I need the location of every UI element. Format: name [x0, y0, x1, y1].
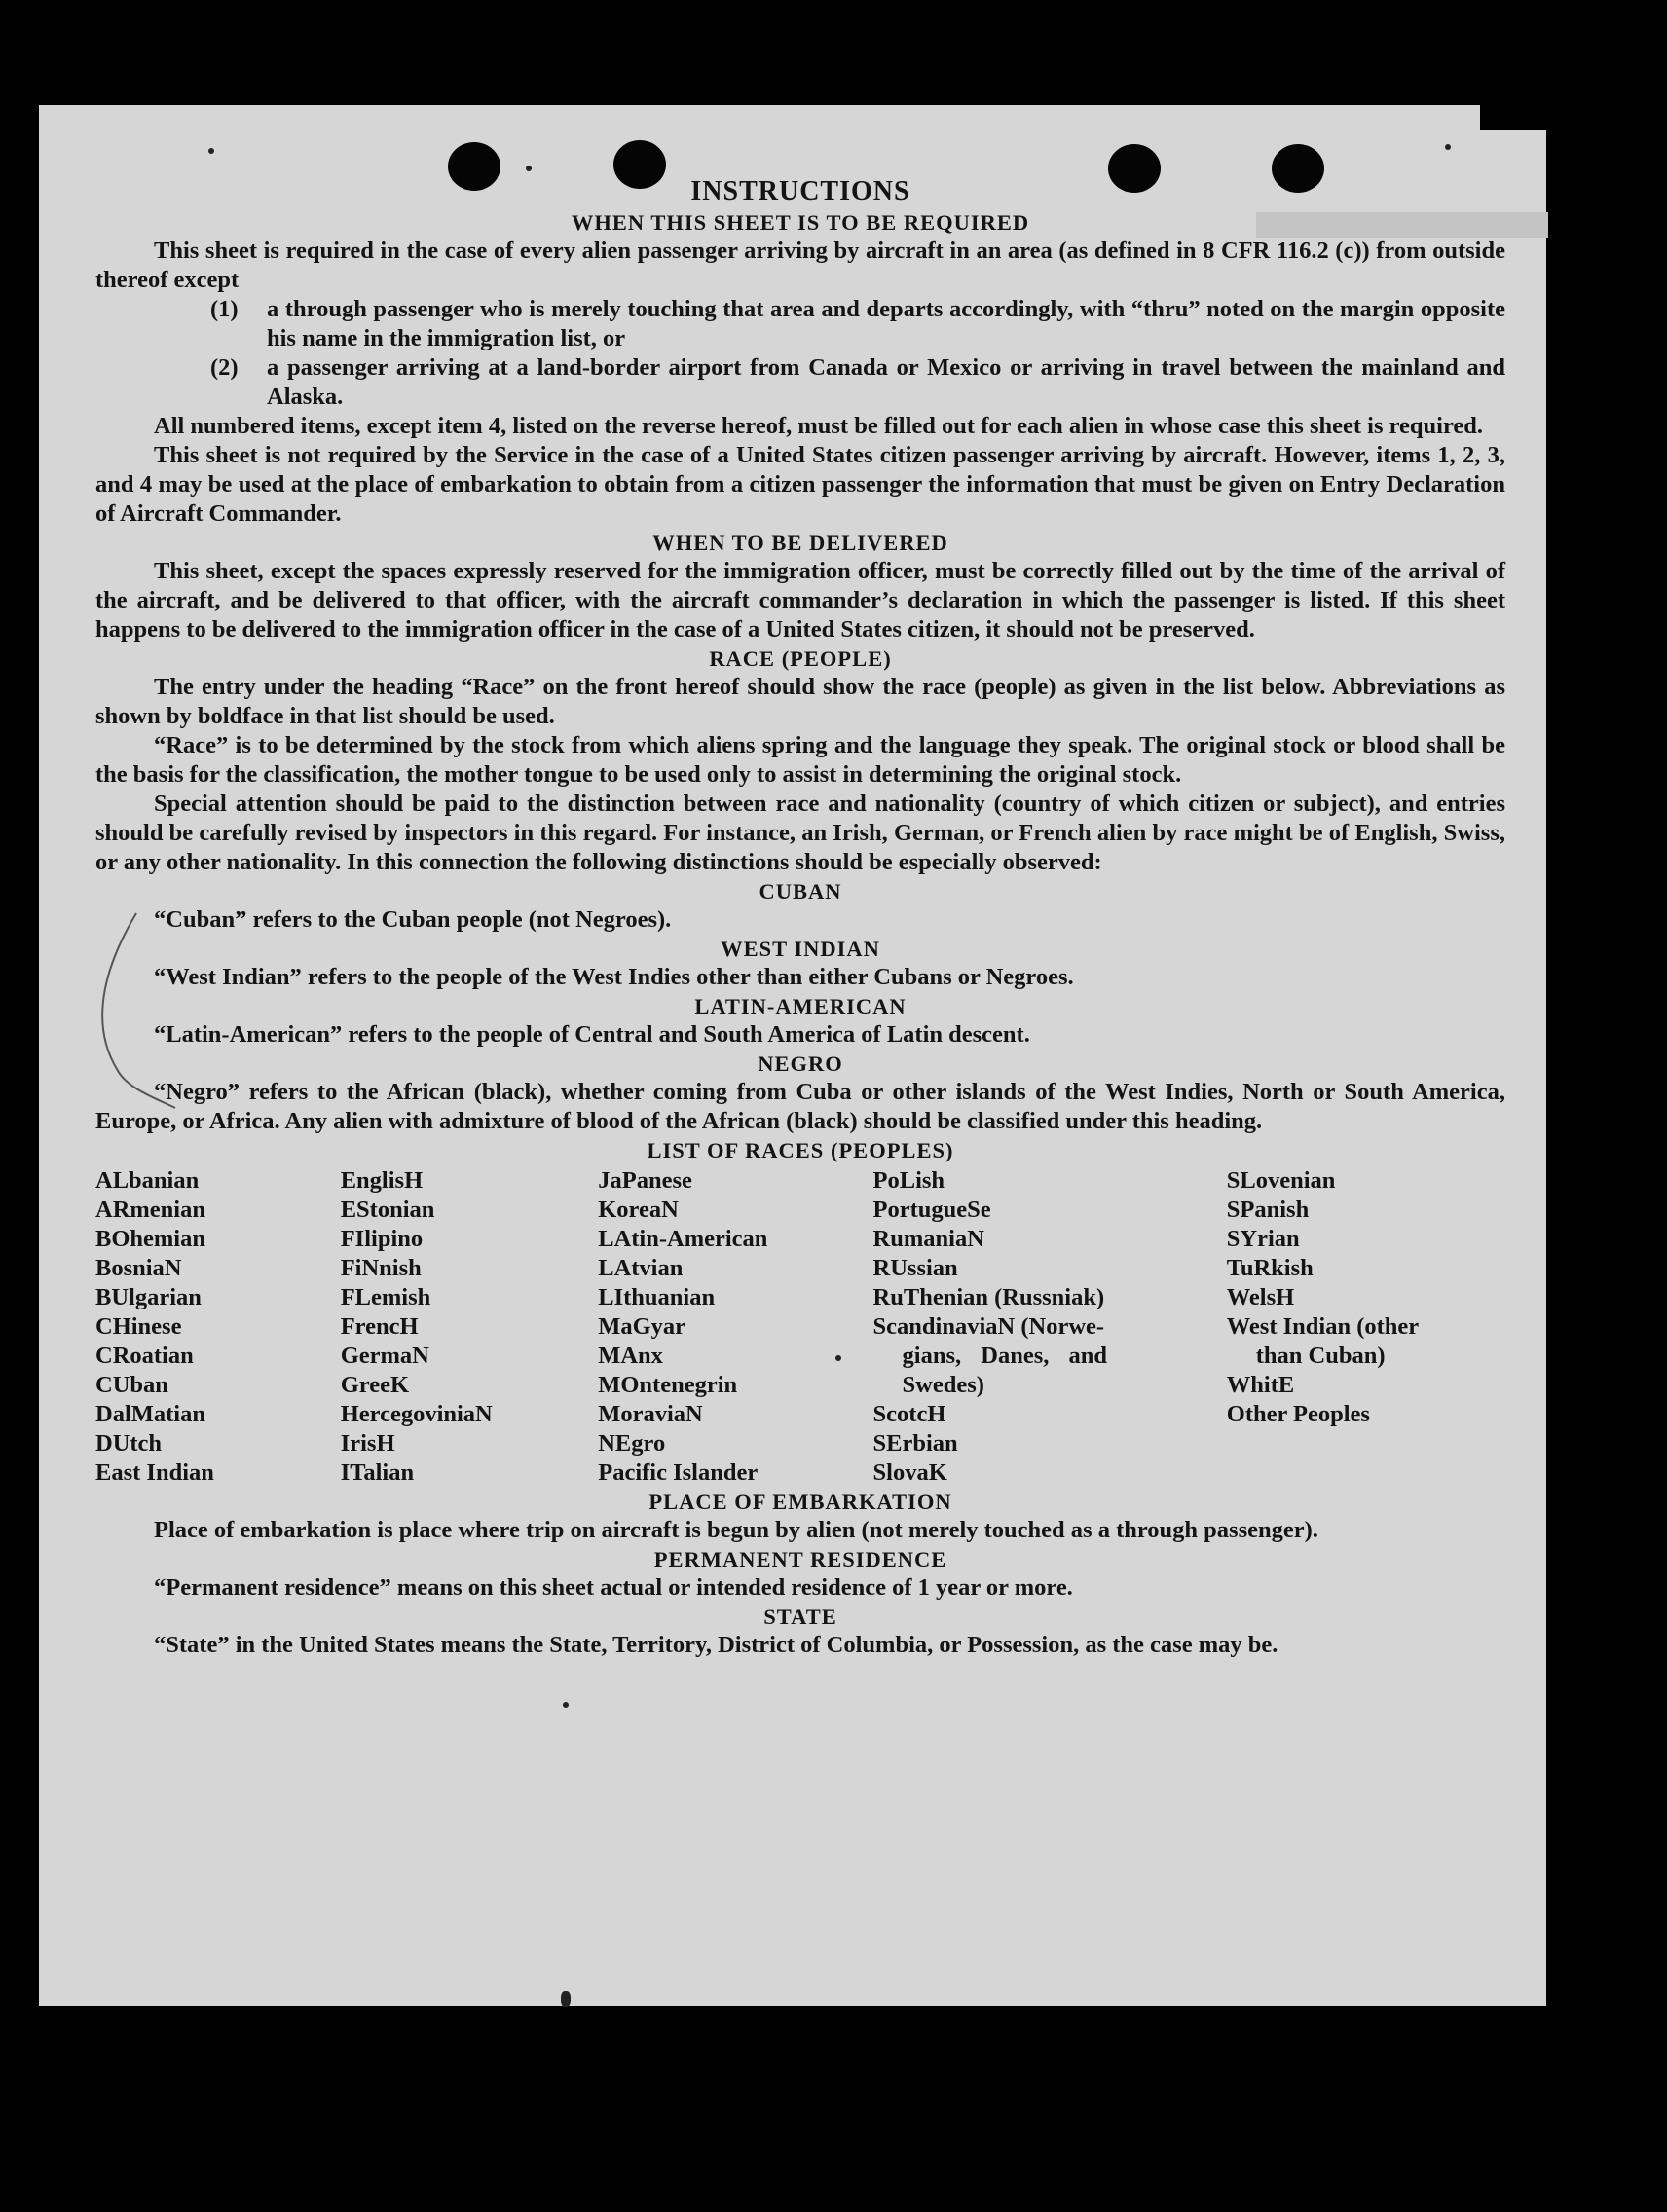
- race-entry: MOntenegrin: [598, 1372, 738, 1398]
- race-entry: KoreaN: [598, 1197, 679, 1223]
- speck-mark: [563, 1702, 569, 1708]
- list-of-races-heading: LIST OF RACES (PEOPLES): [647, 1138, 954, 1162]
- race-column-2: [341, 1166, 599, 1488]
- race-entry-continuation: gians, Danes, and: [902, 1343, 1107, 1369]
- race-entry: WelsH: [1226, 1284, 1295, 1310]
- race-entry: SPanish: [1226, 1197, 1310, 1223]
- west-indian-heading: WEST INDIAN: [721, 937, 880, 961]
- cuban-heading: CUBAN: [759, 879, 842, 903]
- race-entry: MAnx: [598, 1343, 663, 1369]
- race-entry: West Indian (other: [1226, 1313, 1420, 1340]
- race-entry: ALbanian: [95, 1167, 200, 1194]
- speck-mark: [208, 148, 214, 154]
- race-entry: East Indian: [95, 1459, 214, 1486]
- numbered-items-paragraph: All numbered items, except item 4, listed on the reverse hereof, must be filled out for each alien in whose case this sheet is required.: [154, 413, 1484, 439]
- latin-american-heading: LATIN-AMERICAN: [694, 994, 907, 1018]
- instructions-title: INSTRUCTIONS: [690, 176, 910, 206]
- race-entry: EStonian: [340, 1197, 435, 1223]
- exception-item: [210, 295, 1505, 353]
- exception-number: (2): [210, 354, 239, 381]
- race-column-3: [598, 1166, 872, 1488]
- race-entry: DUtch: [95, 1430, 163, 1456]
- race-entry: CRoatian: [95, 1343, 194, 1369]
- race-entry-continuation: Swedes): [902, 1372, 984, 1398]
- state-heading: STATE: [763, 1604, 837, 1629]
- residence-text: “Permanent residence” means on this sheet actual or intended residence of 1 year or more.: [154, 1574, 1073, 1601]
- race-entry: ARmenian: [95, 1197, 205, 1223]
- exception-text: a through passenger who is merely touching that area and departs accordingly, with “thru” noted on the margin opposite his name in the immigration list, or: [267, 296, 1505, 351]
- race-entry: SLovenian: [1226, 1167, 1336, 1194]
- race-heading: RACE (PEOPLE): [709, 646, 892, 671]
- latin-american-text: “Latin-American” refers to the people of Central and South America of Latin descent.: [154, 1021, 1030, 1048]
- race-entry: FrencH: [340, 1313, 419, 1340]
- race-entry: FLemish: [340, 1284, 431, 1310]
- race-entry: BUlgarian: [95, 1284, 202, 1310]
- document-sheet: [39, 105, 1546, 2006]
- race-entry: CHinese: [95, 1313, 182, 1340]
- speck-mark: [561, 1991, 571, 2007]
- race-entry: RuThenian (Russniak): [872, 1284, 1105, 1310]
- state-text: “State” in the United States means the State, Territory, District of Columbia, or Possession, as the case may be.: [154, 1632, 1278, 1658]
- race-column-1: [95, 1166, 341, 1488]
- exception-text: a passenger arriving at a land-border airport from Canada or Mexico or arriving in travel between the mainland and Alaska.: [267, 354, 1505, 410]
- race-paragraph-3: Special attention should be paid to the distinction between race and nationality (country of which citizen or subject), and entries should be carefully revised by inspectors in this regard. For instance, an Irish, German, or French alien by race might be of English, Swiss, or any other nationality. In this connection the following distinctions should be especially observed:: [95, 791, 1505, 875]
- race-entry: EnglisH: [340, 1167, 424, 1194]
- race-paragraph-2: “Race” is to be determined by the stock from which aliens spring and the language they speak. The original stock or blood shall be the basis for the classification, the mother tongue to be used only to assist in determining the original stock.: [95, 732, 1505, 788]
- race-entry: LAtvian: [598, 1255, 684, 1281]
- race-entry: MoraviaN: [598, 1401, 703, 1427]
- race-column-5: [1227, 1166, 1505, 1488]
- race-entry: ITalian: [340, 1459, 415, 1486]
- negro-text: “Negro” refers to the African (black), whether coming from Cuba or other islands of the West Indies, North or South America, Europe, or Africa. Any alien with admixture of blood of the African (black) should be classified under this heading.: [95, 1079, 1505, 1134]
- race-entry: CUban: [95, 1372, 168, 1398]
- race-entry: RumaniaN: [872, 1226, 984, 1252]
- race-entry: PortugueSe: [872, 1197, 991, 1223]
- negro-heading: NEGRO: [758, 1051, 843, 1076]
- race-entry: FIlipino: [340, 1226, 424, 1252]
- speck-mark: [526, 166, 532, 171]
- embarkation-heading: PLACE OF EMBARKATION: [648, 1490, 952, 1514]
- sheet-torn-corner: [1480, 105, 1546, 130]
- race-entry: PoLish: [872, 1167, 945, 1194]
- race-entry: Other Peoples: [1226, 1401, 1370, 1427]
- race-entry: MaGyar: [598, 1313, 686, 1340]
- race-entry: NEgro: [598, 1430, 666, 1456]
- race-entry: BOhemian: [95, 1226, 205, 1252]
- race-entry: GermaN: [340, 1343, 429, 1369]
- race-entry: GreeK: [340, 1372, 409, 1398]
- race-entry: LAtin-American: [598, 1226, 768, 1252]
- cuban-text: “Cuban” refers to the Cuban people (not Negroes).: [154, 906, 672, 933]
- race-entry: TuRkish: [1226, 1255, 1314, 1281]
- race-entry: BosniaN: [95, 1255, 182, 1281]
- race-entry: SErbian: [872, 1430, 958, 1456]
- when-delivered-text: This sheet, except the spaces expressly reserved for the immigration officer, must be correctly filled out by the time of the arrival of the aircraft, and be delivered to that officer, with the aircraft commander’s declaration in which the passenger is listed. If this sheet happens to be delivered to the immigration officer in the case of a United States citizen, it should not be preserved.: [95, 558, 1505, 643]
- race-paragraph-1: The entry under the heading “Race” on the front hereof should show the race (people) as given in the list below. Abbreviations as shown by boldface in that list should be used.: [95, 674, 1505, 729]
- race-entry: LIthuanian: [598, 1284, 716, 1310]
- when-required-heading: WHEN THIS SHEET IS TO BE REQUIRED: [571, 210, 1030, 235]
- race-entry-continuation: than Cuban): [1255, 1343, 1386, 1369]
- race-entry: ScandinaviaN (Norwe-: [872, 1313, 1105, 1340]
- residence-heading: PERMANENT RESIDENCE: [653, 1547, 947, 1571]
- citizen-paragraph: This sheet is not required by the Service in the case of a United States citizen passenger arriving by aircraft. However, items 1, 2, 3, and 4 may be used at the place of embarkation to obtain from a citizen passenger the information that must be given on Entry Declaration of Aircraft Commander.: [95, 442, 1505, 527]
- when-delivered-heading: WHEN TO BE DELIVERED: [652, 531, 948, 555]
- race-entry: JaPanese: [598, 1167, 692, 1194]
- speck-mark: [1445, 144, 1451, 150]
- race-entry: DalMatian: [95, 1401, 205, 1427]
- race-entry: ScotcH: [872, 1401, 946, 1427]
- exception-number: (1): [210, 296, 239, 322]
- west-indian-text: “West Indian” refers to the people of the West Indies other than either Cubans or Negroes.: [154, 964, 1074, 990]
- race-column-4: [873, 1166, 1227, 1488]
- exception-item: [210, 353, 1505, 412]
- race-entry: IrisH: [340, 1430, 395, 1456]
- when-required-intro: This sheet is required in the case of every alien passenger arriving by aircraft in an area (as defined in 8 CFR 116.2 (c)) from outside thereof except: [95, 238, 1505, 293]
- race-entry: FiNnish: [340, 1255, 422, 1281]
- race-entry: HercegoviniaN: [340, 1401, 493, 1427]
- race-entry: Pacific Islander: [598, 1459, 759, 1486]
- race-entry: SYrian: [1226, 1226, 1300, 1252]
- list-of-races: [95, 1166, 1505, 1488]
- embarkation-text: Place of embarkation is place where trip on aircraft is begun by alien (not merely touched as a through passenger).: [154, 1517, 1318, 1543]
- race-entry: WhitE: [1226, 1372, 1295, 1398]
- race-entry: SlovaK: [872, 1459, 947, 1486]
- race-entry: RUssian: [872, 1255, 958, 1281]
